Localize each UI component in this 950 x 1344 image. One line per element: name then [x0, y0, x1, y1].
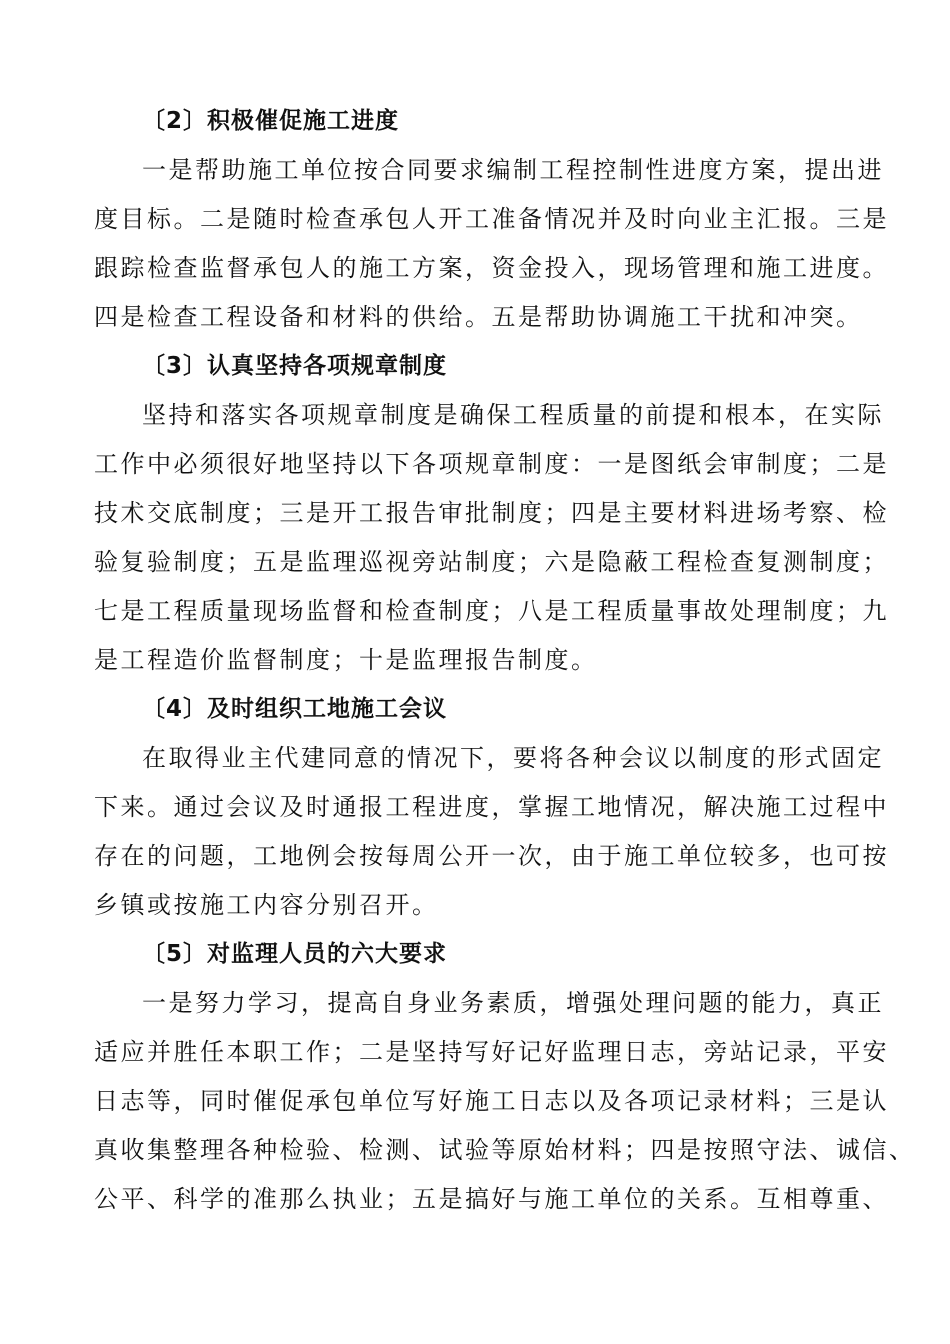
paragraph-line: 真收集整理各种检验、检测、试验等原始材料；四是按照守法、诚信、: [94, 1136, 916, 1164]
section-3: [94, 342, 889, 685]
section-4: [94, 685, 889, 930]
paragraph-line: 跟踪检查监督承包人的施工方案，资金投入，现场管理和施工进度。: [94, 254, 889, 282]
paragraph: [94, 734, 889, 930]
paragraph-line: 坚持和落实各项规章制度是确保工程质量的前提和根本，在实际: [142, 401, 884, 429]
paragraph-line: 一是努力学习，提高自身业务素质，增强处理问题的能力，真正: [142, 989, 884, 1017]
paragraph-line: 技术交底制度；三是开工报告审批制度；四是主要材料进场考察、检: [94, 499, 889, 527]
paragraph-line: 公平、科学的准那么执业；五是搞好与施工单位的关系。互相尊重、: [94, 1185, 889, 1213]
paragraph-line: 七是工程质量现场监督和检查制度；八是工程质量事故处理制度；九: [94, 597, 889, 625]
paragraph-line: 验复验制度；五是监理巡视旁站制度；六是隐蔽工程检查复测制度；: [94, 548, 889, 576]
paragraph: [94, 391, 889, 685]
section-5: [94, 930, 916, 1224]
paragraph-line: 适应并胜任本职工作；二是坚持写好记好监理日志，旁站记录，平安: [94, 1038, 889, 1066]
paragraph: [94, 146, 889, 342]
section-heading: 〔2〕积极催促施工进度: [142, 108, 400, 134]
document-body: [94, 97, 916, 1224]
paragraph-line: 下来。通过会议及时通报工程进度，掌握工地情况，解决施工过程中: [94, 793, 889, 821]
section-heading: 〔3〕认真坚持各项规章制度: [142, 353, 448, 379]
section-2: [94, 97, 889, 342]
paragraph-line: 存在的问题，工地例会按每周公开一次，由于施工单位较多，也可按: [94, 842, 889, 870]
paragraph-line: 四是检查工程设备和材料的供给。五是帮助协调施工干扰和冲突。: [94, 303, 863, 331]
section-heading: 〔4〕及时组织工地施工会议: [142, 696, 448, 722]
section-heading: 〔5〕对监理人员的六大要求: [142, 941, 448, 967]
paragraph-line: 度目标。二是随时检查承包人开工准备情况并及时向业主汇报。三是: [94, 205, 889, 233]
paragraph-line: 日志等，同时催促承包单位写好施工日志以及各项记录材料；三是认: [94, 1087, 889, 1115]
paragraph-line: 工作中必须很好地坚持以下各项规章制度：一是图纸会审制度；二是: [94, 450, 889, 478]
paragraph-line: 在取得业主代建同意的情况下，要将各种会议以制度的形式固定: [142, 744, 884, 772]
paragraph: [94, 979, 916, 1224]
paragraph-line: 一是帮助施工单位按合同要求编制工程控制性进度方案，提出进: [142, 156, 884, 184]
paragraph-line: 是工程造价监督制度；十是监理报告制度。: [94, 646, 598, 674]
paragraph-line: 乡镇或按施工内容分别召开。: [94, 891, 439, 919]
